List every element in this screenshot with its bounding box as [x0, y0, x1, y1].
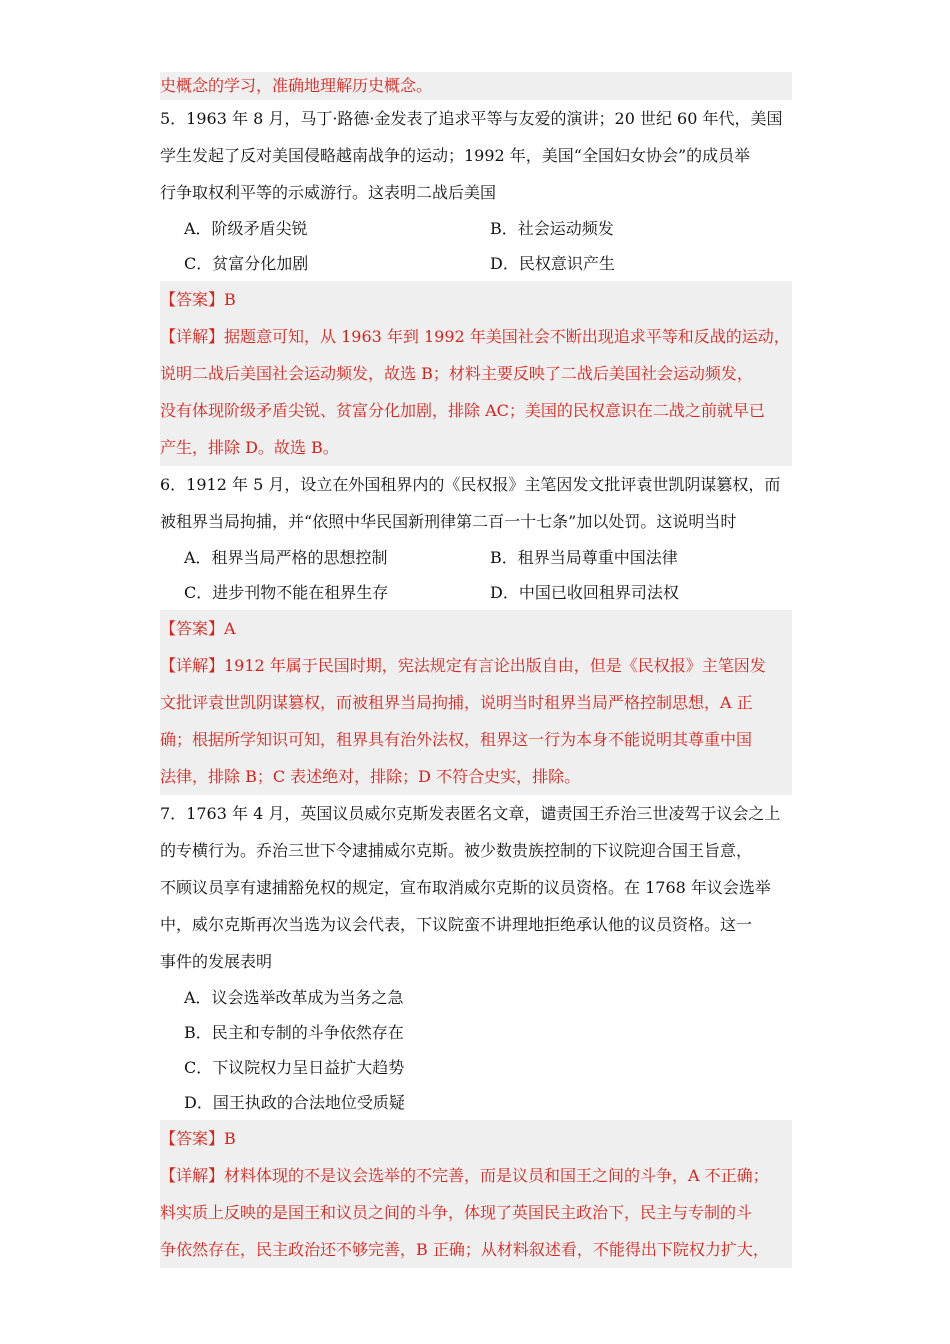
options-row [160, 540, 792, 575]
question-6 [160, 466, 792, 795]
option-d: D．国王执政的合法地位受质疑 [184, 1093, 405, 1112]
question-line: 不顾议员享有逮捕豁免权的规定，宣布取消威尔克斯的议员资格。在 1768 年议会选举 [160, 878, 771, 897]
question-line: 中，威尔克斯再次当选为议会代表，下议院蛮不讲理地拒绝承认他的议员资格。这一 [160, 915, 753, 934]
question-7 [160, 795, 792, 1268]
detail-line: 确；根据所学知识可知，租界具有治外法权，租界这一行为本身不能说明其尊重中国 [160, 721, 792, 758]
option-b: B．租界当局尊重中国法律 [490, 548, 678, 567]
options-row [160, 211, 792, 246]
detail-line: 法律，排除 B；C 表述绝对，排除；D 不符合史实，排除。 [160, 758, 792, 795]
question-line: 的专横行为。乔治三世下令逮捕威尔克斯。被少数贵族控制的下议院迎合国王旨意， [160, 841, 753, 860]
option-c: C．下议院权力呈日益扩大趋势 [184, 1058, 405, 1077]
detail-line: 【详解】1912 年属于民国时期，宪法规定有言论出版自由，但是《民权报》主笔因发 [160, 647, 792, 684]
answer-block [160, 610, 792, 795]
options-row [160, 575, 792, 610]
question-line: 学生发起了反对美国侵略越南战争的运动；1992 年，美国“全国妇女协会”的成员举 [160, 146, 751, 165]
detail-line: 产生，排除 D。故选 B。 [160, 429, 792, 466]
question-line: 行争取权利平等的示威游行。这表明二战后美国 [160, 183, 497, 202]
detail-line: 【详解】材料体现的不是议会选举的不完善，而是议员和国王之间的斗争，A 不正确； [160, 1157, 792, 1194]
question-line: 事件的发展表明 [160, 952, 273, 971]
option-c: C．进步刊物不能在租界生存 [184, 583, 389, 602]
detail-line: 没有体现阶级矛盾尖锐、贫富分化加剧，排除 AC；美国的民权意识在二战之前就早已 [160, 392, 792, 429]
question-line: 6．1912 年 5 月，设立在外国租界内的《民权报》主笔因发文批评袁世凯阴谋篡权，而 [160, 475, 781, 494]
option-d: D．民权意识产生 [490, 254, 615, 273]
answer-block [160, 281, 792, 466]
option-c: C．贫富分化加剧 [184, 254, 309, 273]
answer-label: 【答案】B [160, 281, 792, 318]
intro-tail-text: 史概念的学习，准确地理解历史概念。 [160, 72, 792, 100]
detail-line: 说明二战后美国社会运动频发，故选 B；材料主要反映了二战后美国社会运动频发， [160, 355, 792, 392]
answer-block [160, 1120, 792, 1268]
answer-label: 【答案】A [160, 610, 792, 647]
options-row [160, 246, 792, 281]
answer-label: 【答案】B [160, 1120, 792, 1157]
detail-line: 争依然存在，民主政治还不够完善，B 正确；从材料叙述看，不能得出下院权力扩大， [160, 1231, 792, 1268]
document-content [160, 72, 792, 1268]
question-line: 被租界当局拘捕，并“依照中华民国新刑律第二百一十七条”加以处罚。这说明当时 [160, 512, 737, 531]
question-5 [160, 100, 792, 466]
question-line: 5．1963 年 8 月，马丁·路德·金发表了追求平等与友爱的演讲；20 世纪 60 年代，美国 [160, 109, 783, 128]
detail-line: 文批评袁世凯阴谋篡权，而被租界当局拘捕，说明当时租界当局严格控制思想，A 正 [160, 684, 792, 721]
option-b: B．社会运动频发 [490, 219, 614, 238]
option-a: A．阶级矛盾尖锐 [184, 219, 308, 238]
option-b: B．民主和专制的斗争依然存在 [184, 1023, 404, 1042]
option-a: A．租界当局严格的思想控制 [184, 548, 388, 567]
detail-line: 【详解】据题意可知，从 1963 年到 1992 年美国社会不断出现追求平等和反战的运动， [160, 318, 792, 355]
option-a: A．议会选举改革成为当务之急 [184, 988, 404, 1007]
detail-line: 料实质上反映的是国王和议员之间的斗争，体现了英国民主政治下，民主与专制的斗 [160, 1194, 792, 1231]
option-d: D．中国已收回租界司法权 [490, 583, 679, 602]
question-line: 7．1763 年 4 月，英国议员威尔克斯发表匿名文章，谴责国王乔治三世凌驾于议会之上 [160, 804, 781, 823]
